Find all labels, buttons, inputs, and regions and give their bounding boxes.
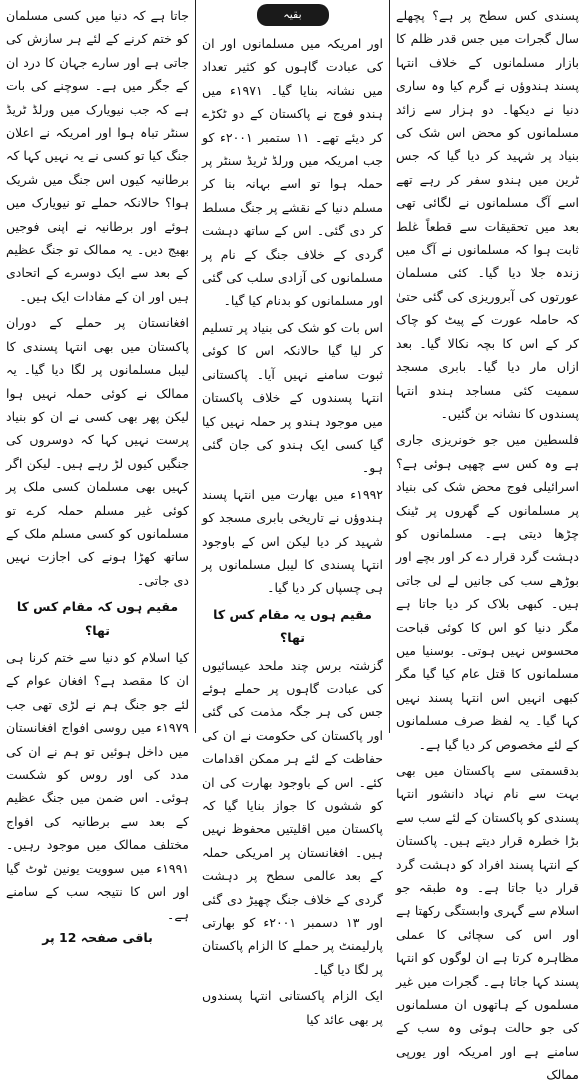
paragraph: ایک الزام پاکستانی انتہا پسندوں پر بھی عائد کیا [202, 988, 383, 1027]
pull-quote: مقیم ہوں کہ مقام کس کا تھا؟ [16, 599, 179, 638]
article-column-left [0, 0, 195, 945]
paragraph: گزشتہ برس چند ملحد عیسائیوں کی عبادت گاہوں پر حملے ہوئے جس کی ہر جگہ مذمت کی گئی اور پاکستان کی حکومت نے ان کی حفاظت کے لئے ہر ممکن اقدامات کئے۔ اس کے باوجود بھارت کی ان کو ششوں کا جواز بنایا گیا کہ پاکستان میں اقلیتیں محفوظ نہیں ہیں۔ افغانستان پر امریکی حملہ کے بعد عالمی سطح پر دہشت گردی کے خلاف جنگ چھیڑ دی گئی اور ۱۳ دسمبر ۲۰۰۱ء کو بھارتی پارلیمنٹ پر حملے کا الزام پاکستان پر لگا دیا گیا۔ [202, 657, 384, 977]
paragraph: فلسطین میں جو خونریزی جاری ہے وہ کس سے چھپی ہوئی ہے؟ اسرائیلی فوج محض شک کی بنیاد پر مسلمانوں کے گھروں پر ٹینک چڑھا دیتی ہے۔ مسلمانوں کو دہشت گرد قرار دے کر اور بچے اور بوڑھے سب کی جانیں لے لی جاتی ہیں۔ کبھی بلاک کر دیا جاتا ہے مگر دنیا کو اس کا کوئی قباحت محسوس نہیں ہوتی۔ بوسنیا میں مسلمانوں کا قتل عام کیا گیا مگر کبھی انہیں اس انتہا پسند نہیں کہا گیا۔ یہ لفظ صرف مسلمانوں کے لئے مخصوص کر دیا گیا ہے۔ [396, 432, 579, 752]
paragraph: ۱۹۹۲ء میں بھارت میں انتہا پسند ہندوؤں نے تاریخی بابری مسجد کو شہید کر دیا لیکن اس کے باوجود انتہا پسندی کا لیبل مسلمانوں پر ہی چسپاں کر دیا گیا۔ [202, 486, 383, 596]
article-column-middle [196, 0, 389, 1027]
paragraph: اس بات کو شک کی بنیاد پر تسلیم کر لیا گیا حالانکہ اس کا کوئی ثبوت سامنے نہیں آیا۔ پاکستانی انتہا پسندوں کے خلاف پاکستان میں موجود ہندو پر حملہ نہیں کیا گیا کسی ایک ہندو کی جان گئی ہو۔ [202, 319, 383, 476]
paragraph: پسندی کس سطح پر ہے؟ پچھلے سال گجرات میں جس قدر ظلم کا بازار مسلمانوں کے خلاف انتہا پسند ہندوؤں نے گرم کیا وہ ساری دنیا نے دیکھا۔ دو ہزار سے زائد مسلمانوں کو محض اس شک کی بنیاد پر شہید کر دیا گیا کہ جس ٹرین میں ہندو سفر کر رہے تھے اسے آگ مسلمانوں نے لگائی تھی بعد میں تحقیقات سے قطعاً غلط ثابت ہوا کہ مسلمانوں نے آگ میں زندہ جلا دیا گیا۔ کئی مسلمان عورتوں کی آبروریزی کی گئی حتیٰ کہ حاملہ عورت کے پیٹ کو چاک کر کے اس کا بچہ نکالا گیا۔ بعد ازاں مار دیا گیا۔ بابری مسجد سمیت کئی مساجد ہندو انتہا پسندوں کا نشانہ بن گئیں۔ [396, 8, 579, 421]
continuation-banner: بقیہ [257, 4, 329, 26]
paragraph: اور امریکہ میں مسلمانوں اور ان کی عبادت گاہوں کو کثیر تعداد میں نشانہ بنایا گیا۔ ۱۹۷۱ء میں ہندو فوج نے پاکستان کے دو ٹکڑے کر دیئے تھے۔ ۱۱ ستمبر ۲۰۰۱ء کو جب امریکہ میں ورلڈ ٹریڈ سنٹر پر حملہ ہوا تو اسے بہانہ بنا کر مسلم دنیا کے نقشے پر جنگ مسلط کر دی گئی۔ اس کے ساتھ دہشت گردی کے خلاف جنگ کے نام پر مسلمانوں کی آزادی سلب کی گئی اور مسلمانوں کو بدنام کیا گیا۔ [202, 36, 383, 309]
continued-on-page-label: باقی صفحہ 12 پر [42, 929, 153, 945]
article-column-right [390, 0, 585, 1083]
paragraph: جاتا ہے کہ دنیا میں کسی مسلمان کو ختم کرنے کے لئے ہر سازش کی جاتی ہے اور سارے جہان کا درد ان کے جگر میں ہے۔ سوچنے کی بات ہے کہ جب نیویارک میں ورلڈ ٹریڈ سنٹر تباہ ہوا اور امریکہ نے اعلان جنگ کیا تو کسی نے یہ نہیں کہا کہ برطانیہ کیوں اس جنگ میں شریک ہوا؟ حالانکہ حملے تو نیویارک میں ہوئے اور برطانیہ نے اپنی فوجیں بھیج دیں۔ یہ ممالک تو جنگ عظیم کے بعد سے ایک دوسرے کے اتحادی ہیں اور ان کے مفادات ایک ہیں۔ [6, 8, 189, 304]
paragraph: افغانستان پر حملے کے دوران پاکستان میں بھی انتہا پسندی کا لیبل مسلمانوں پر لگا دیا گیا۔ یہ ممالک نے کوئی حملہ نہیں ہوا لیکن پھر بھی کسی نے ان کو بنیاد پرست نہیں کہا کہ دوسروں کی جنگیں کیوں لڑ رہے ہیں۔ لیکن اگر کہیں بھی مسلمان کسی ملک پر کوئی غیر مسلم حملہ کرے تو مسلمانوں کو کسی مسلم ملک کے ساتھ کھڑا ہونے کی اجازت نہیں دی جاتی۔ [6, 315, 189, 588]
paragraph: کیا اسلام کو دنیا سے ختم کرنا ہی ان کا مقصد ہے؟ افغان عوام کے لئے جو جنگ ہم نے لڑی تھی جب ۱۹۷۹ء میں روسی افواج افغانستان میں داخل ہوئیں تو ہم نے ان کی مدد کی اور روس کو شکست ہوئی۔ اس ضمن میں جنگ عظیم کے بعد سے برطانیہ کی افواج مختلف ممالک میں موجود رہیں۔ ۱۹۹۱ء میں سوویت یونین ٹوٹ گیا اور اس کا نتیجہ سب کے سامنے ہے۔ [6, 649, 189, 923]
paragraph: بدقسمتی سے پاکستان میں بھی بہت سے نام نہاد دانشور انتہا پسندی کو پاکستان کے لئے سب سے بڑا خطرہ قرار دیتے ہیں۔ پاکستان کے انتہا پسند افراد کو دہشت گرد قرار دیا جاتا ہے۔ وہ طبقہ جو اسلام سے گہری وابستگی رکھتا ہے اور اس کی سچائی کا عملی مظاہرہ کرتا ہے ان لوگوں کو انتہا پسند کہا جاتا ہے۔ گجرات میں غیر مسلموں کے ہاتھوں ان مسلمانوں کی جو حالت ہوئی وہ سب کے سامنے ہے اور امریکہ اور یورپی ممالک [396, 763, 579, 1083]
pull-quote: مقیم ہوں یہ مقام کس کا تھا؟ [213, 606, 372, 646]
